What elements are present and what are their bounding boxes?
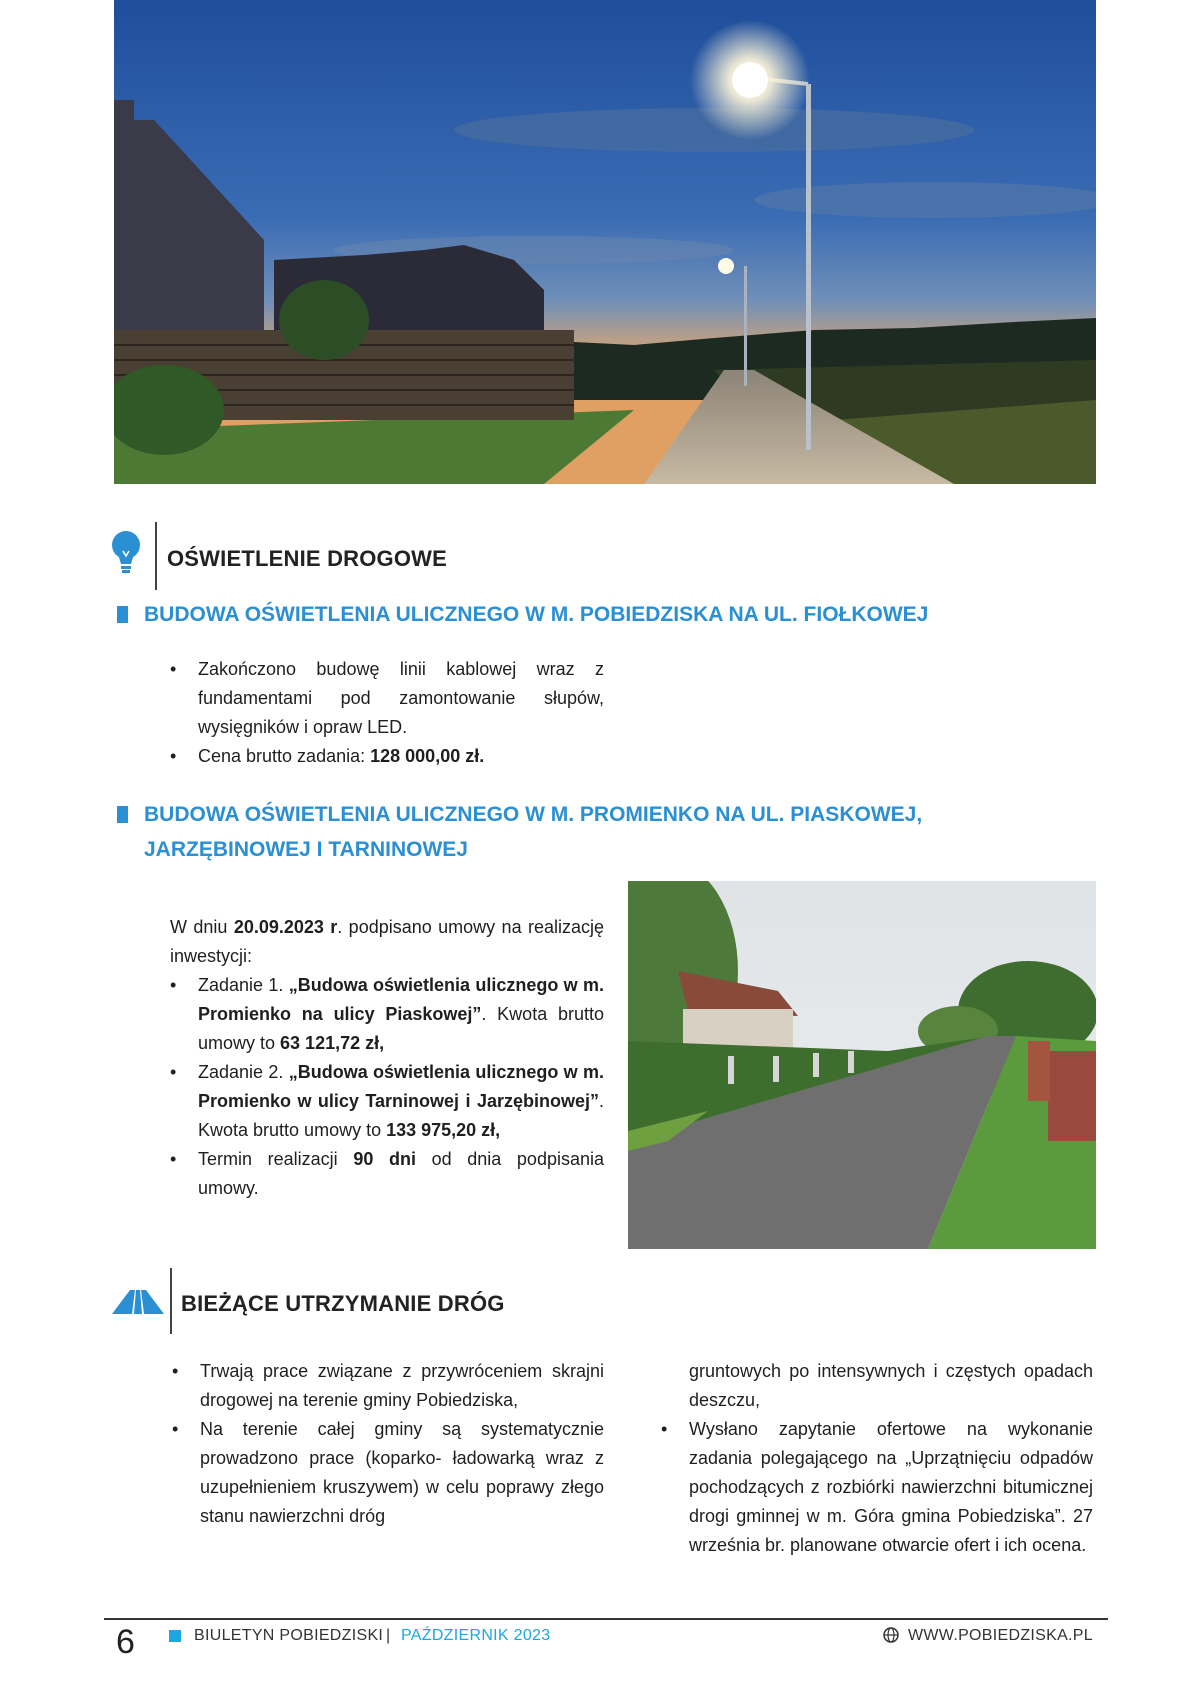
- promienko-intro: W dniu 20.09.2023 r. podpisano umowy na realizację inwestycji:: [170, 917, 604, 966]
- section-title: OŚWIETLENIE DROGOWE: [167, 546, 448, 571]
- list-item: • Zadanie 2. „Budowa oświetlenia ulicznego w m. Promienko w ulicy Tarninowej i Jarzębinowej”. Kwota brutto umowy to 133 975,20 zł,: [170, 1058, 604, 1145]
- list-item: • Termin realizacji 90 dni od dnia podpisania umowy.: [170, 1145, 604, 1203]
- subheading-promienko: BUDOWA OŚWIETLENIA ULICZNEGO W M. PROMIENKO NA UL. PIASKOWEJ, JARZĘBINOWEJ I TARNINOWEJ: [144, 803, 923, 861]
- fiolkowa-text: [170, 655, 604, 771]
- list-item: • Zadanie 1. „Budowa oświetlenia ulicznego w m. Promienko na ulicy Piaskowej”. Kwota brutto umowy to 63 121,72 zł,: [170, 971, 604, 1058]
- footer-separator: |: [386, 1627, 391, 1644]
- list-item: • Zakończono budowę linii kablowej wraz z fundamentami pod zamontowanie słupów, wysięgników i opraw LED.: [170, 655, 604, 742]
- footer-square-icon: [169, 1630, 181, 1642]
- page-number: 6: [116, 1623, 135, 1661]
- hero-photo-street-lamp: [114, 0, 1096, 484]
- subheading-marker: [117, 806, 128, 823]
- road-photo-promienko: [628, 881, 1096, 1249]
- list-item: • Trwają prace związane z przywróceniem skrajni drogowej na terenie gminy Pobiedziska,: [172, 1357, 604, 1415]
- subheading-fiolkowa: BUDOWA OŚWIETLENIA ULICZNEGO W M. POBIEDZISKA NA UL. FIOŁKOWEJ: [144, 603, 929, 626]
- website-link[interactable]: WWW.POBIEDZISKA.PL: [908, 1627, 1093, 1644]
- maintenance-left-column: [172, 1357, 604, 1531]
- promienko-text: [170, 913, 604, 1203]
- list-item: • Na terenie całej gminy są systematycznie prowadzono prace (koparko- ładowarką wraz z uzupełnieniem kruszywem) w celu poprawy złego stanu nawierzchni dróg: [172, 1415, 604, 1531]
- subheading-marker: [117, 606, 128, 623]
- continued-text: gruntowych po intensywnych i częstych opadach deszczu,: [689, 1361, 1093, 1410]
- maintenance-right-column: [661, 1357, 1093, 1560]
- section-divider: [170, 1268, 172, 1334]
- publication-name: BIULETYN POBIEDZISKI: [194, 1627, 384, 1644]
- issue-date: PAŹDZIERNIK 2023: [401, 1627, 551, 1644]
- footer-rule: [104, 1618, 1108, 1620]
- road-icon: [112, 1288, 164, 1314]
- section-title: BIEŻĄCE UTRZYMANIE DRÓG: [181, 1291, 505, 1316]
- section-divider: [155, 522, 157, 590]
- list-item: • Cena brutto zadania: 128 000,00 zł.: [170, 742, 604, 771]
- globe-icon: [883, 1627, 899, 1643]
- list-item: • Wysłano zapytanie ofertowe na wykonanie zadania polegającego na „Uprzątnięciu odpadów pochodzących z rozbiórki nawierzchni bitumicznej drogi gminnej w m. Góra gmina Pobiedziska”. 27 września br. planowane otwarcie ofert i ich ocena.: [661, 1415, 1093, 1560]
- lightbulb-icon: [110, 530, 142, 580]
